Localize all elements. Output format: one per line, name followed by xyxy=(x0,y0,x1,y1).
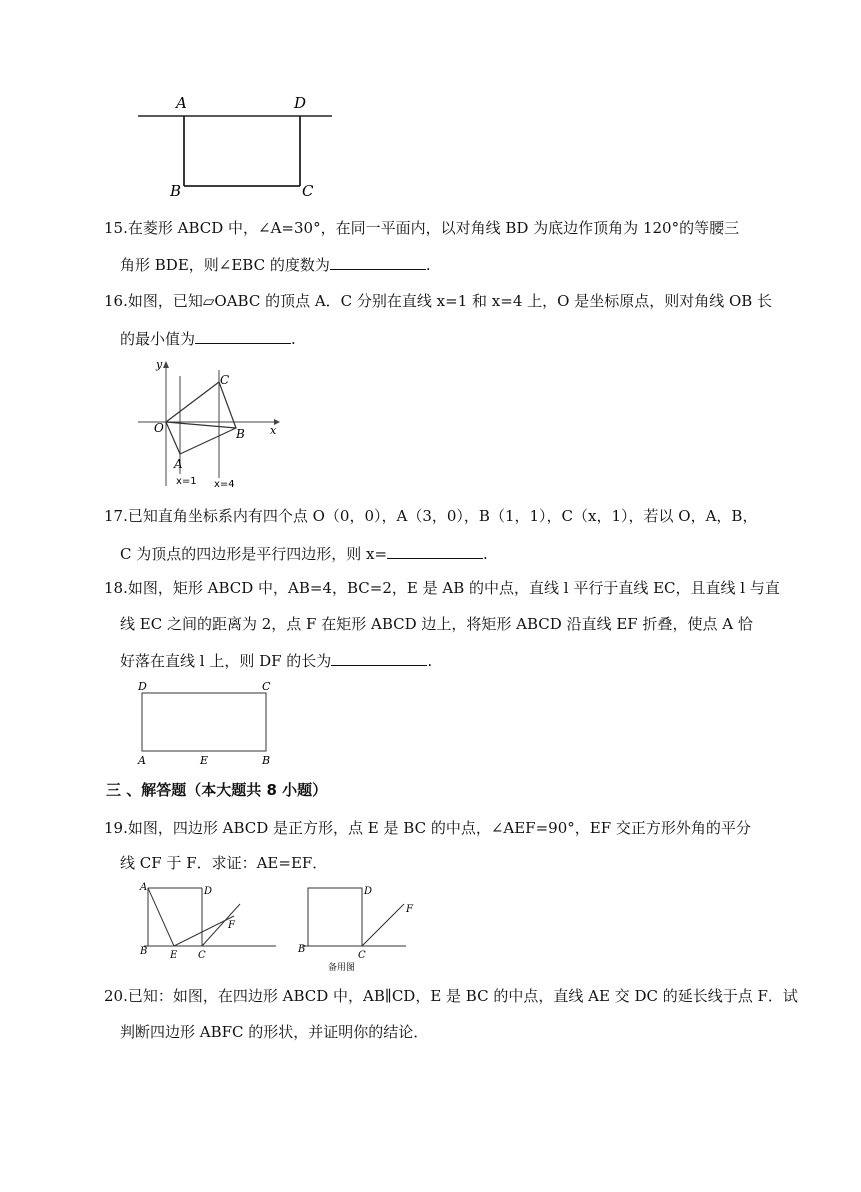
q20-number: 20. xyxy=(104,987,128,1005)
fig16-label-b: B xyxy=(236,427,245,441)
q17-answer-blank[interactable] xyxy=(387,543,483,559)
fig16-label-c: C xyxy=(220,373,230,387)
fig14-label-c: C xyxy=(302,182,314,200)
q20-text-2: 判断四边形 ABFC 的形状，并证明你的结论． xyxy=(120,1023,429,1041)
fig19b-label-c: C xyxy=(358,950,366,961)
fig19b-label-d: D xyxy=(364,886,373,897)
q16-number: 16. xyxy=(104,292,128,310)
fig19-label-b: B xyxy=(140,946,148,957)
q15-number: 15. xyxy=(104,219,128,237)
q17-period: . xyxy=(483,545,488,563)
fig18-label-e: E xyxy=(200,754,209,767)
q16-text-2: 的最小值为 xyxy=(120,330,196,348)
q20-line1 xyxy=(104,986,798,1006)
q15-answer-blank[interactable] xyxy=(330,254,426,270)
q16-line2 xyxy=(120,328,296,349)
fig16-label-x1: x=1 xyxy=(176,476,197,487)
q16-text-1: 如图，已知▱OABC 的顶点 A．C 分别在直线 x=1 和 x=4 上，O 是坐标原点，则对角线 OB 长 xyxy=(127,292,773,310)
fig18-label-b: B xyxy=(262,754,271,767)
q17-text-1: 已知直角坐标系内有四个点 O（0，0），A（3，0），B（1，1），C（x，1），若以 O，A，B， xyxy=(127,507,758,525)
fig19-label-f: F xyxy=(228,920,235,931)
fig18-label-c: C xyxy=(262,680,271,693)
q18-text-3: 好落在直线 l 上，则 DF 的长为 xyxy=(120,652,332,670)
q19-text-1: 如图，四边形 ABCD 是正方形，点 E 是 BC 的中点，∠AEF=90°，EF 交正方形外角的平分 xyxy=(127,819,751,837)
q17-number: 17. xyxy=(104,507,128,525)
q19-line2 xyxy=(120,853,327,873)
q18-number: 18. xyxy=(104,579,128,597)
q20-text-1: 已知：如图，在四边形 ABCD 中，AB∥CD，E 是 BC 的中点，直线 AE 交 DC 的延长线于点 F．试 xyxy=(127,987,798,1005)
q20-line2 xyxy=(120,1022,428,1042)
fig14-label-b: B xyxy=(170,182,182,200)
q16-period: . xyxy=(291,330,296,348)
fig18-label-d: D xyxy=(138,680,147,693)
fig19b-label-b: B xyxy=(298,944,306,955)
q16-line1 xyxy=(104,291,772,311)
fig16-label-y: y xyxy=(156,358,163,371)
fig19-label-d: D xyxy=(204,886,213,897)
fig16-label-a: A xyxy=(174,457,183,471)
figure-q16 xyxy=(136,356,286,488)
fig16-label-o: O xyxy=(154,421,164,435)
q15-line2 xyxy=(120,254,431,275)
q15-period: . xyxy=(425,256,431,274)
q17-line1 xyxy=(104,506,757,526)
q17-text-2: C 为顶点的四边形是平行四边形，则 x= xyxy=(120,545,388,563)
q19-number: 19. xyxy=(104,819,128,837)
fig14-label-a: A xyxy=(176,94,187,112)
section-heading-3: 三 、解答题（本大题共 8 小题） xyxy=(106,781,328,799)
q15-text-1: 在菱形 ABCD 中，∠A=30°，在同一平面内，以对角线 BD 为底边作顶角为 120°的等腰三 xyxy=(127,219,740,237)
fig19-label-a: A xyxy=(140,882,148,893)
q18-text-2: 线 EC 之间的距离为 2，点 F 在矩形 ABCD 边上，将矩形 ABCD 沿直线 EF 折叠，使点 A 恰 xyxy=(120,615,753,633)
fig19b-caption: 备用图 xyxy=(328,963,356,973)
fig14-label-d: D xyxy=(294,94,307,112)
fig18-label-a: A xyxy=(138,754,146,767)
q15-line1 xyxy=(104,218,739,238)
fig16-label-x: x xyxy=(270,424,277,437)
q15-text-2: 角形 BDE，则∠EBC 的度数为 xyxy=(120,256,330,274)
fig19-label-c: C xyxy=(198,950,206,961)
q18-line1 xyxy=(104,578,780,598)
fig16-label-x4: x=4 xyxy=(214,479,235,488)
q18-answer-blank[interactable] xyxy=(331,650,427,666)
q19-line1 xyxy=(104,818,751,838)
q18-text-1: 如图，矩形 ABCD 中，AB=4，BC=2，E 是 AB 的中点，直线 l 平行于直线 EC，且直线 l 与直 xyxy=(127,579,780,597)
fig19b-label-f: F xyxy=(406,904,413,915)
fig19-label-e: E xyxy=(170,950,178,961)
figure-q19-spare xyxy=(294,880,422,974)
q16-answer-blank[interactable] xyxy=(195,328,291,344)
q19-text-2: 线 CF 于 F．求证：AE=EF． xyxy=(120,854,328,872)
q18-line3 xyxy=(120,650,432,671)
q18-period: . xyxy=(427,652,433,670)
figure-q18 xyxy=(134,678,282,768)
figure-q14 xyxy=(136,92,336,202)
figure-q19 xyxy=(136,880,280,962)
q18-line2 xyxy=(120,614,753,634)
q17-line2 xyxy=(120,543,488,564)
